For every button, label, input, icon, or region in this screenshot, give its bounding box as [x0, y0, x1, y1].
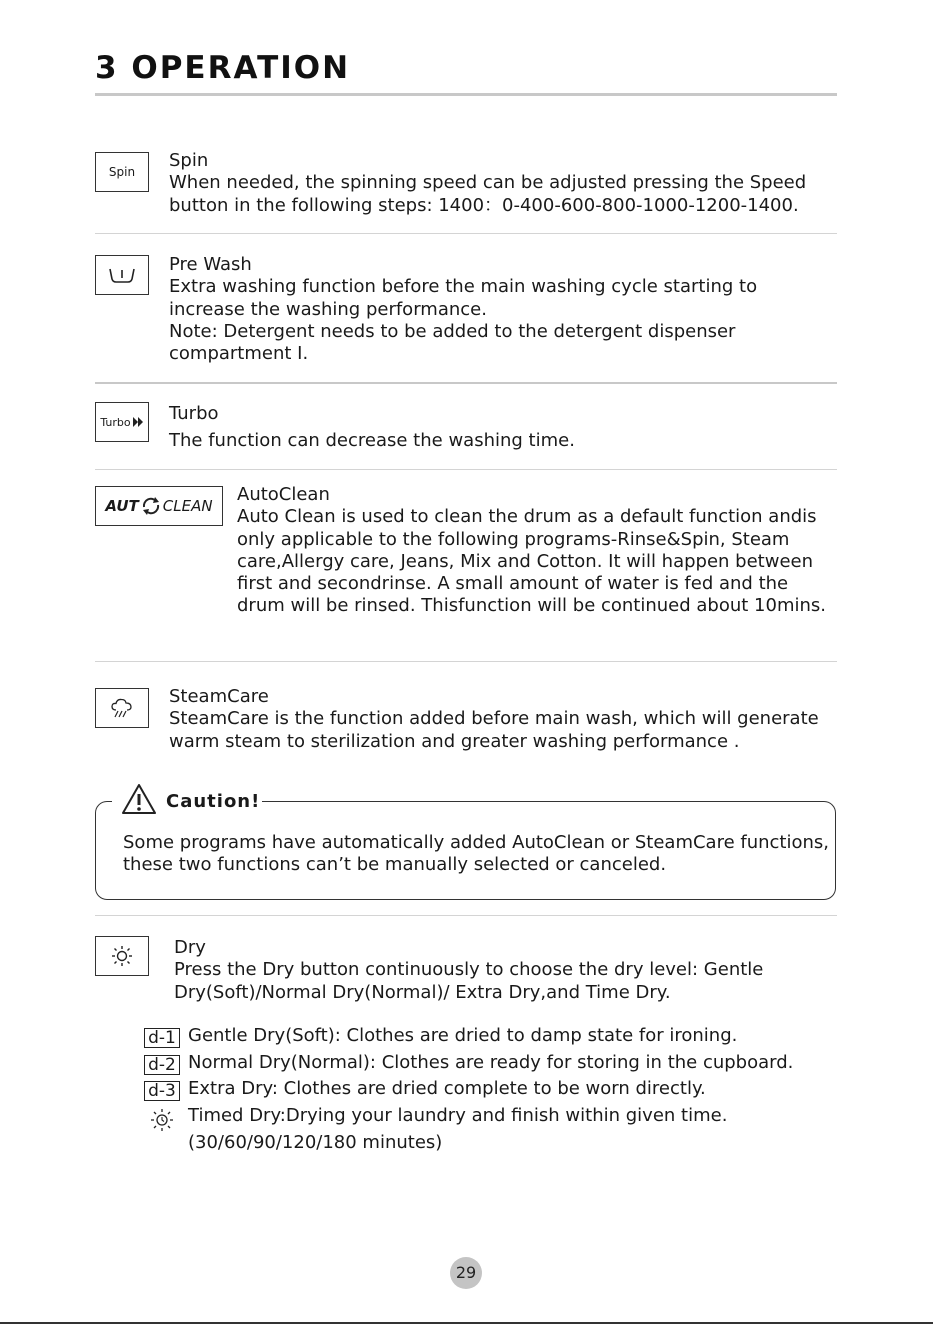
timed-dry-options: (30/60/90/120/180 minutes) [188, 1132, 443, 1153]
spin-description: When needed, the spinning speed can be adjusted pressing the Speed button in the following steps: 1400：0-400-600-800-1000-1200-1400. [169, 172, 807, 216]
turbo-heading: Turbo [169, 403, 219, 424]
turbo-section [169, 400, 833, 454]
page-number: 29 [450, 1257, 482, 1289]
tub-icon [108, 266, 136, 284]
section-divider [95, 382, 837, 384]
dry-level-text: Gentle Dry(Soft): Clothes are dried to damp state for ironing. [188, 1025, 738, 1046]
steamcare-section [169, 686, 833, 753]
section-divider [95, 915, 837, 916]
autoclean-icon-label-right: CLEAN [162, 497, 213, 515]
section-divider [95, 661, 837, 662]
spin-button-icon [95, 152, 149, 192]
autoclean-section [237, 484, 837, 618]
turbo-icon-label: Turbo [100, 415, 131, 429]
prewash-description: Extra washing function before the main washing cycle starting to increase the washing performance. [169, 276, 758, 320]
prewash-section [169, 254, 833, 365]
turbo-description: The function can decrease the washing time. [169, 430, 575, 451]
dry-level-code: d-1 [144, 1028, 180, 1048]
prewash-button-icon [95, 255, 149, 295]
spin-section [169, 150, 833, 217]
double-play-icon [133, 417, 144, 427]
warning-triangle-icon [121, 783, 157, 815]
dry-level-code: d-3 [144, 1081, 180, 1101]
steamcare-button-icon [95, 688, 149, 728]
dry-heading: Dry [174, 937, 206, 958]
prewash-note: Note: Detergent needs to be added to the detergent dispenser compartment I. [169, 320, 736, 365]
dry-button-icon [95, 936, 149, 976]
title-divider [95, 93, 837, 96]
section-divider [95, 233, 837, 234]
section-divider [95, 469, 837, 470]
recycle-arrows-icon [140, 495, 162, 517]
autoclean-icon-label-left: AUT [105, 497, 139, 515]
dry-description: Press the Dry button continuously to choose the dry level: Gentle Dry(Soft)/Normal Dry(Normal)/ Extra Dry,and Time Dry. [174, 959, 764, 1003]
sun-icon [111, 945, 133, 967]
spin-icon-label: Spin [108, 165, 136, 179]
dry-level-text: Extra Dry: Clothes are dried complete to be worn directly. [188, 1078, 706, 1099]
steamcare-heading: SteamCare [169, 686, 269, 707]
steamcare-description: SteamCare is the function added before main wash, which will generate warm steam to sterilization and greater washing performance . [169, 708, 819, 752]
autoclean-description: Auto Clean is used to clean the drum as a default function andis only applicable to the following programs-Rinse&Spin, Steam care,Allergy care, Jeans, Mix and Cotton. It will happen between first and secondrinse. A small amount of water is fed and the drum will be rinsed. Thisfunction will be continued about 10mins. [237, 506, 827, 617]
steam-cloud-icon [110, 697, 134, 719]
prewash-heading: Pre Wash [169, 254, 252, 275]
timer-sun-icon [149, 1107, 175, 1133]
autoclean-button-icon [95, 486, 223, 526]
spin-heading: Spin [169, 150, 209, 171]
caution-text: Some programs have automatically added AutoClean or SteamCare functions, these two functions can’t be manually selected or canceled. [123, 832, 830, 875]
dry-level-text: Normal Dry(Normal): Clothes are ready for storing in the cupboard. [188, 1052, 794, 1073]
page-title: 3 OPERATION [95, 50, 351, 86]
autoclean-heading: AutoClean [237, 484, 330, 505]
caution-label: Caution! [166, 791, 261, 812]
dry-section [174, 937, 834, 1004]
dry-level-code: d-2 [144, 1055, 180, 1075]
turbo-button-icon [95, 402, 149, 442]
timed-dry-text: Timed Dry:Drying your laundry and finish within given time. [188, 1105, 728, 1126]
